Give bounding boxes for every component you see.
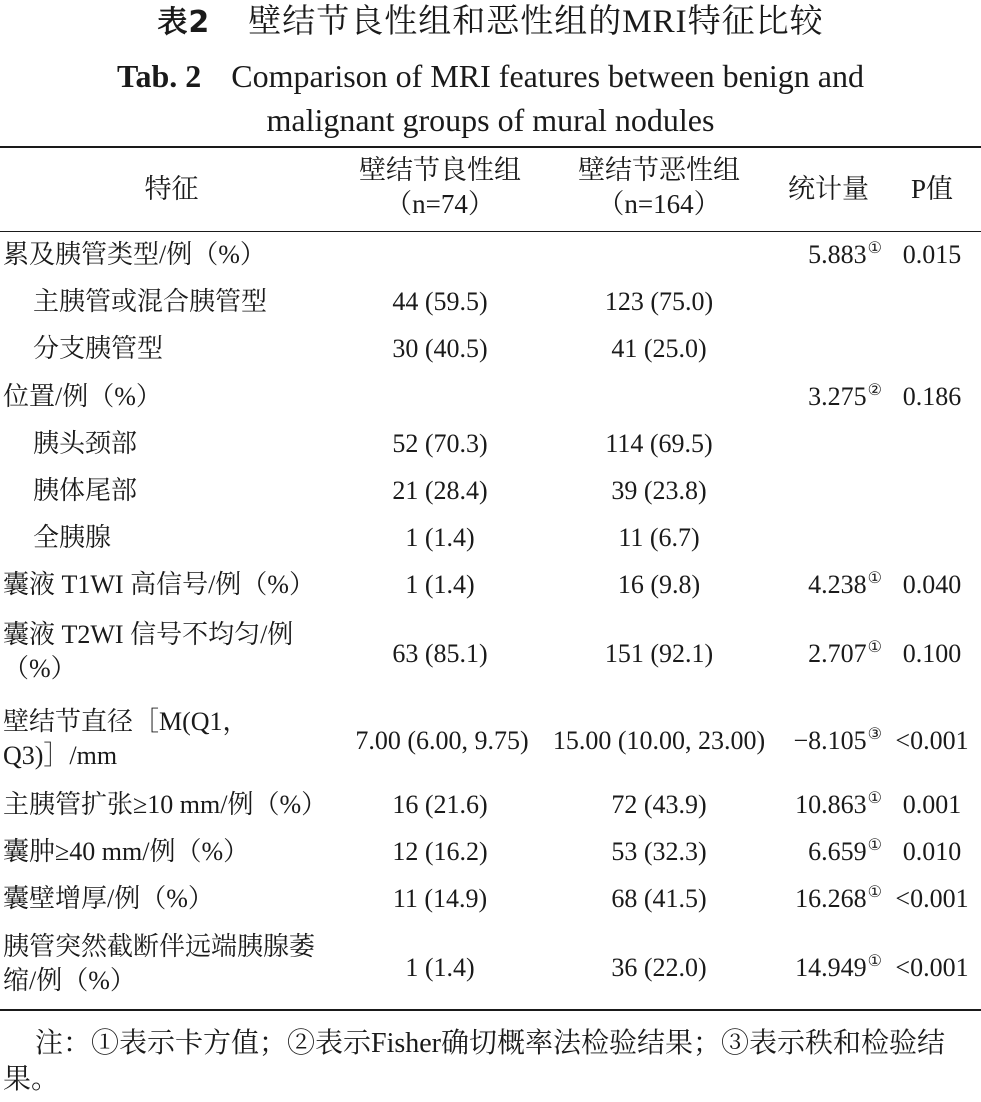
row-13-benign: 1 (1.4) [405,953,475,982]
row-7-stat-value: 4.238 [808,570,867,599]
row-7-p: 0.040 [902,570,962,599]
header-p-value: P值 [910,174,954,204]
row-12-stat [760,884,882,914]
header-benign-n: （n=74） [385,189,495,219]
row-12-stat-mark: ① [867,884,882,902]
row-6-malignant: 11 (6.7) [618,523,700,552]
row-6-feature: 全胰腺 [33,523,112,552]
row-2-feature: 分支胰管型 [33,334,164,363]
row-12-p: <0.001 [895,884,969,913]
row-9-stat [760,726,882,756]
header-statistic: 统计量 [788,174,869,204]
row-5-benign: 21 (28.4) [392,476,488,505]
row-8-stat-mark: ① [867,639,882,657]
header-benign-label: 壁结节良性组 [359,155,521,185]
row-13-stat-mark: ① [867,953,882,971]
row-13-stat-value: 14.949 [795,953,867,982]
row-3-stat-value: 3.275 [808,382,867,411]
row-7-stat-mark: ① [867,570,882,588]
title-text-en-line1: Comparison of MRI features between benign and [231,58,864,94]
row-11-p: 0.010 [902,837,962,866]
row-1-benign: 44 (59.5) [392,287,488,316]
row-5-feature: 胰体尾部 [33,476,138,505]
row-12-malignant: 68 (41.5) [611,884,707,913]
row-0-feature: 累及胰管类型/例（%） [3,240,266,269]
row-8-benign: 63 (85.1) [392,639,488,668]
row-5-malignant: 39 (23.8) [611,476,707,505]
row-4-feature: 胰头颈部 [33,429,138,458]
row-13-feature: 胰管突然截断伴远端胰腺萎缩/例（%） [3,932,316,995]
header-benign [337,153,543,221]
table-header-rule [0,231,981,232]
row-10-benign: 16 (21.6) [392,790,488,819]
row-10-stat-mark: ① [867,790,882,808]
row-6-benign: 1 (1.4) [405,523,475,552]
table-number-cn: 表2 [157,5,211,40]
row-4-malignant: 114 (69.5) [605,429,713,458]
row-9-p: <0.001 [895,726,969,755]
row-9-benign: 7.00 (6.00, 9.75) [355,726,529,755]
row-10-stat [760,790,882,820]
row-10-p: 0.001 [902,790,962,819]
row-13-p: <0.001 [895,953,969,982]
title-text-en-line2: malignant groups of mural nodules [266,102,715,138]
row-0-stat-mark: ① [867,240,882,258]
row-0-p: 0.015 [902,240,962,269]
row-11-malignant: 53 (32.3) [611,837,707,866]
row-9-malignant: 15.00 (10.00, 23.00) [552,726,766,755]
header-malignant-n: （n=164） [597,189,721,219]
row-13-malignant: 36 (22.0) [611,953,707,982]
row-3-feature: 位置/例（%） [3,382,162,411]
row-8-feature: 囊液 T2WI 信号不均匀/例（%） [3,620,294,683]
row-0-stat-value: 5.883 [808,240,867,269]
title-text-cn: 壁结节良性组和恶性组的MRI特征比较 [248,4,824,40]
row-10-malignant: 72 (43.9) [611,790,707,819]
row-13-stat [760,953,882,983]
table-title-cn [0,2,981,43]
row-4-benign: 52 (70.3) [392,429,488,458]
row-11-stat [760,837,882,867]
row-8-malignant: 151 (92.1) [604,639,714,668]
row-8-stat [760,639,882,669]
row-3-p: 0.186 [902,382,962,411]
row-9-stat-value: −8.105 [793,726,867,755]
row-12-benign: 11 (14.9) [392,884,488,913]
row-1-feature: 主胰管或混合胰管型 [33,287,268,316]
table-footnote: 注：①表示卡方值；②表示Fisher确切概率法检验结果；③表示秩和检验结果。 [3,1028,946,1095]
table-title-en [0,54,981,142]
row-12-stat-value: 16.268 [795,884,867,913]
header-malignant [545,153,773,221]
header-feature: 特征 [144,174,199,204]
row-11-benign: 12 (16.2) [392,837,488,866]
row-7-malignant: 16 (9.8) [617,570,701,599]
row-10-stat-value: 10.863 [795,790,867,819]
row-0-stat [760,240,882,270]
row-1-malignant: 123 (75.0) [604,287,714,316]
row-9-feature: 壁结节直径［M(Q1，Q3)］/mm [3,707,249,770]
row-7-feature: 囊液 T1WI 高信号/例（%） [3,570,315,599]
row-9-stat-mark: ③ [867,726,882,744]
row-7-stat [760,570,882,600]
row-11-stat-value: 6.659 [808,837,867,866]
row-11-feature: 囊肿≥40 mm/例（%） [3,837,250,866]
row-12-feature: 囊壁增厚/例（%） [3,884,214,913]
table-top-rule [0,146,981,148]
row-3-stat-mark: ② [867,382,882,400]
row-7-benign: 1 (1.4) [405,570,475,599]
table-number-en: Tab. 2 [117,58,202,94]
row-2-benign: 30 (40.5) [392,334,488,363]
row-11-stat-mark: ① [867,837,882,855]
row-2-malignant: 41 (25.0) [611,334,707,363]
table-bottom-rule [0,1009,981,1011]
row-8-stat-value: 2.707 [808,639,867,668]
row-10-feature: 主胰管扩张≥10 mm/例（%） [3,790,328,819]
row-3-stat [760,382,882,412]
header-malignant-label: 壁结节恶性组 [578,155,740,185]
row-8-p: 0.100 [902,639,962,668]
